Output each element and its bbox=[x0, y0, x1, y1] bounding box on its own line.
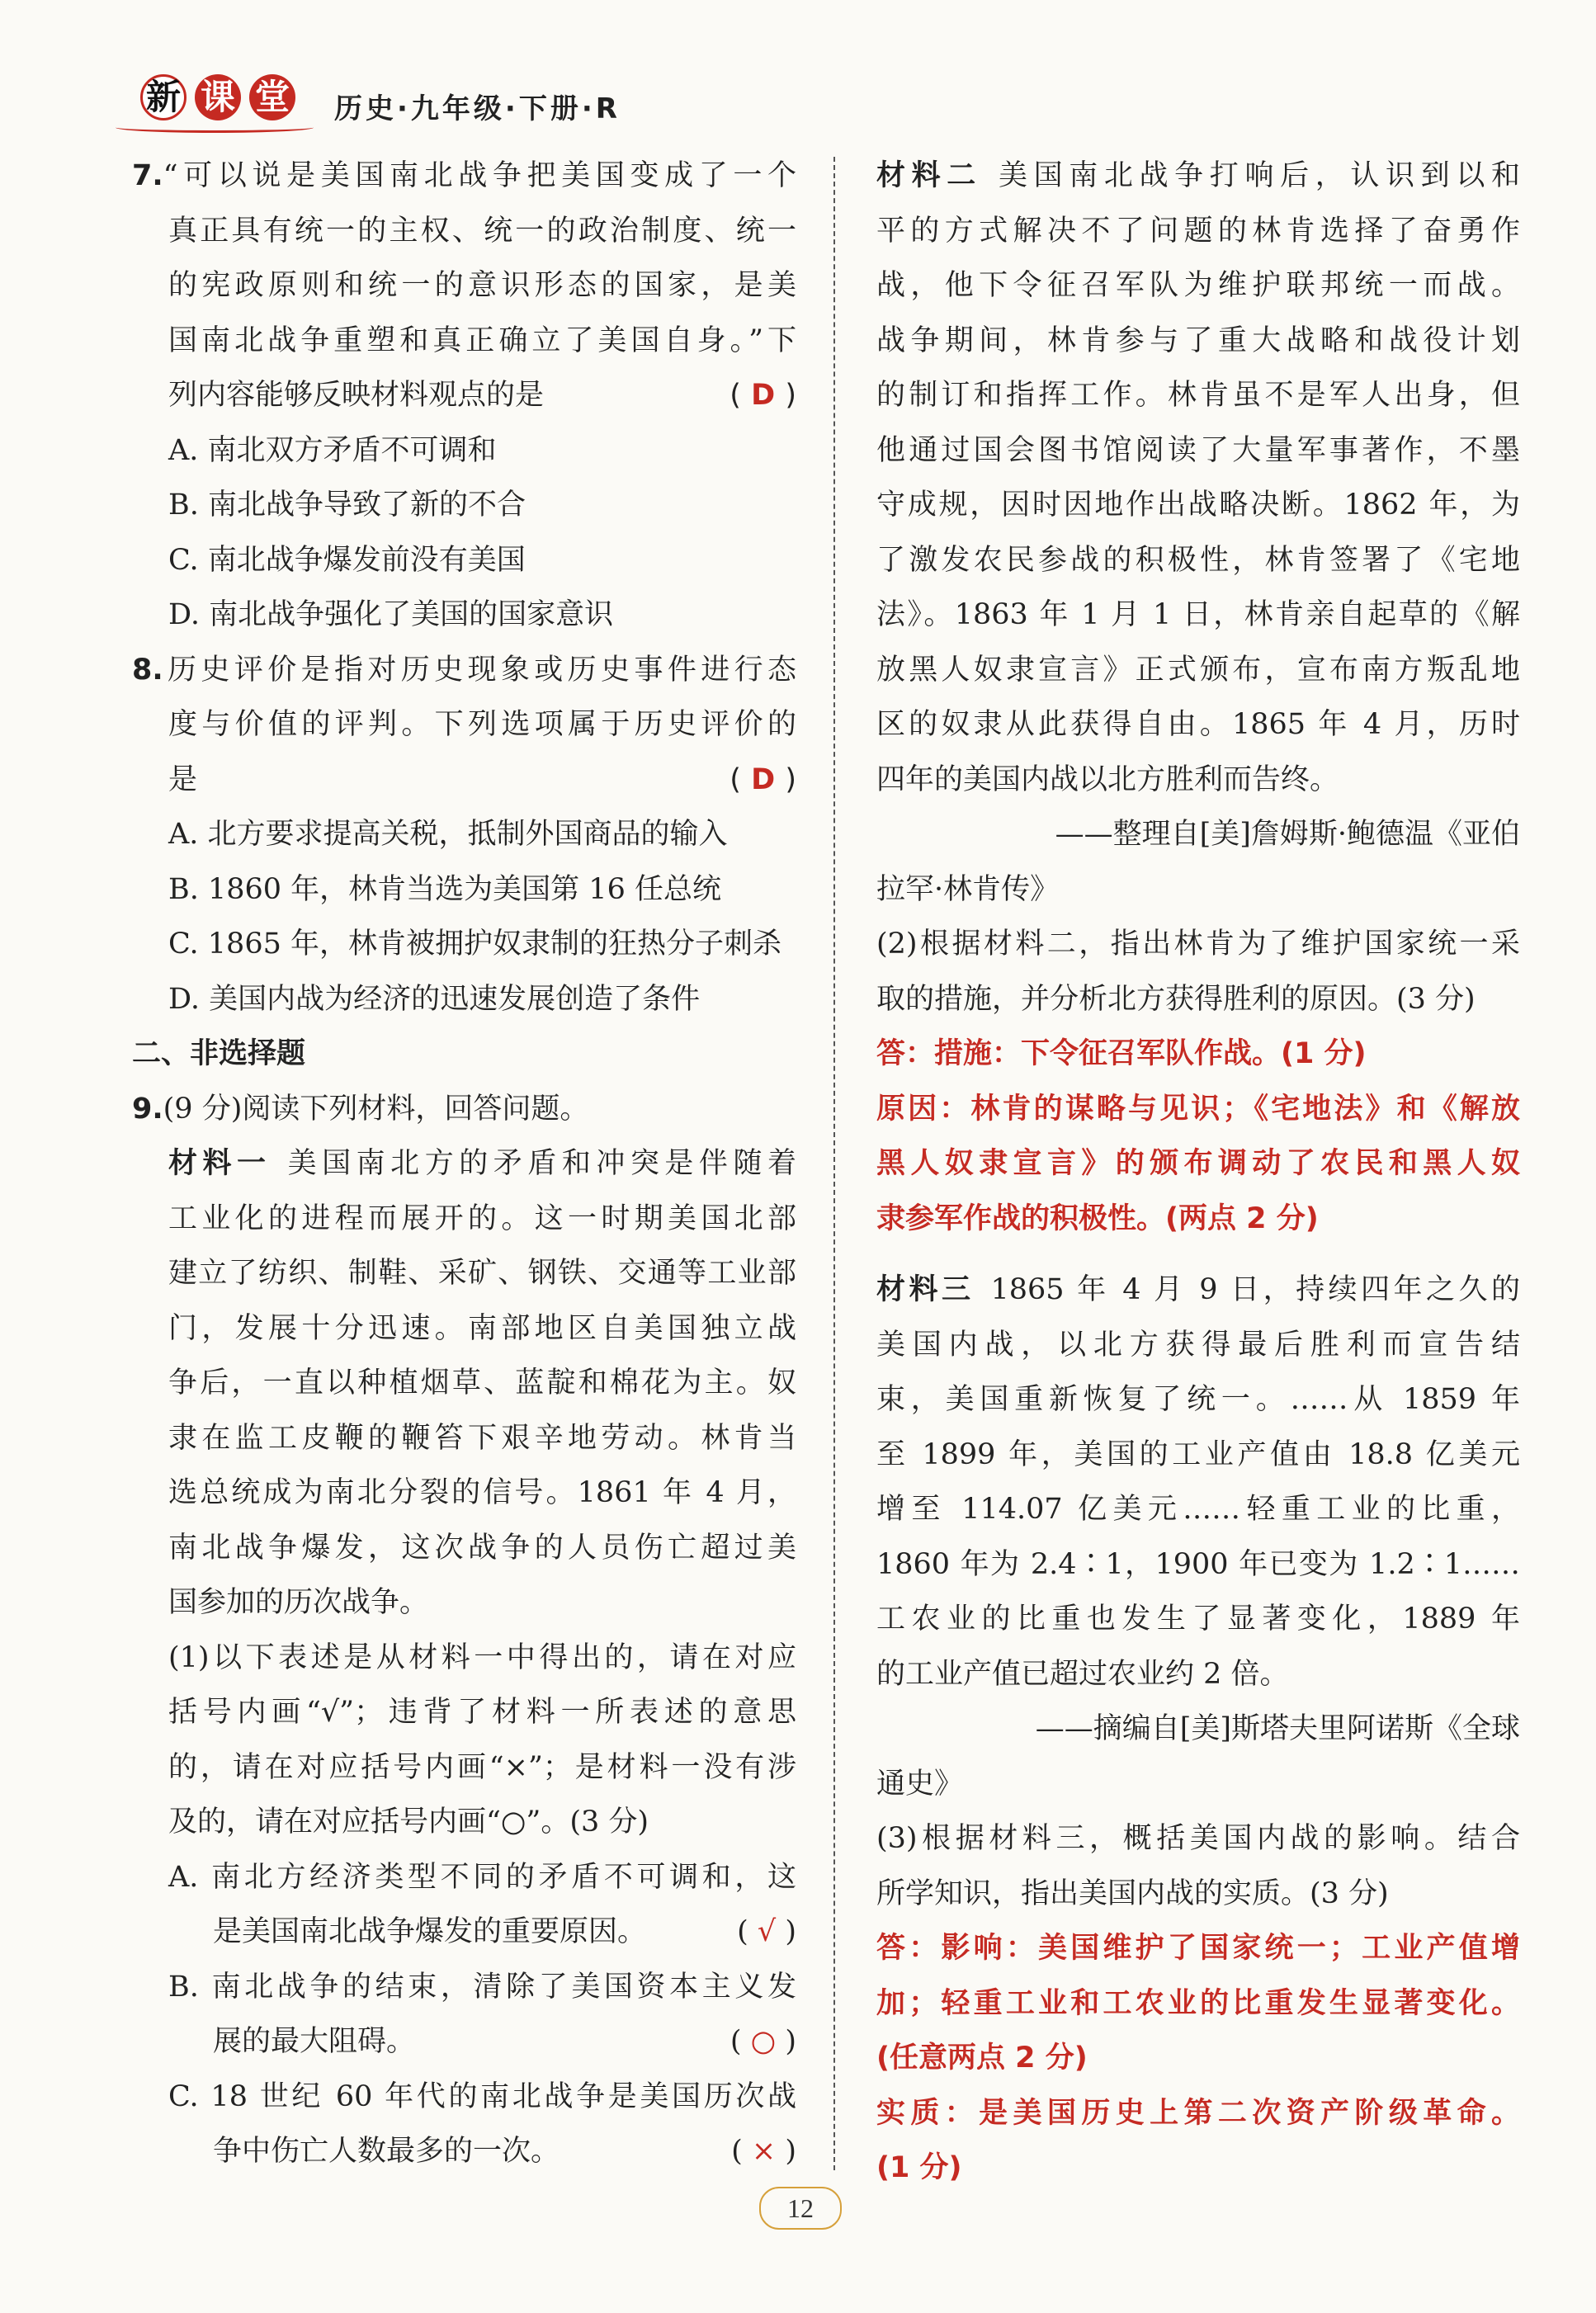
judge-mark: ( ○ ) bbox=[730, 2025, 796, 2058]
logo-swoosh bbox=[116, 122, 314, 133]
answer-line: 黑人奴隶宣言》的颁布调动了农民和黑人奴 bbox=[876, 1147, 1520, 1180]
judge-item-line: 是美国南北战争爆发的重要原因。 bbox=[213, 1915, 647, 1948]
judge-mark: ( √ ) bbox=[737, 1915, 796, 1948]
subquestion-line: (2)根据材料二，指出林肯为了维护国家统一采 bbox=[876, 928, 1520, 961]
answer-line: 实质：是美国历史上第二次资产阶级革命。 bbox=[876, 2096, 1520, 2130]
answer-line: (1 分) bbox=[876, 2151, 962, 2184]
option: B. 南北战争导致了新的不合 bbox=[168, 489, 526, 522]
answer-bracket: ( D ) bbox=[730, 762, 796, 796]
answer-line: 原因：林肯的谋略与见识；《宅地法》和《解放 bbox=[876, 1092, 1520, 1126]
mark-symbol: × bbox=[751, 2135, 777, 2168]
logo-char-2: 课 bbox=[200, 77, 235, 117]
page-number: 12 bbox=[759, 2187, 842, 2230]
question-8 bbox=[132, 643, 796, 1027]
material-line: 工农业的比重也发生了显著变化，1889 年 bbox=[876, 1603, 1520, 1636]
material-line: 法》。1863 年 1 月 1 日，林肯亲自起草的《解 bbox=[876, 598, 1520, 631]
material-label: 材料二 bbox=[876, 159, 982, 192]
material-line: 美国南北战争打响后，认识到以和 bbox=[998, 159, 1520, 192]
subquestion-line: (3)根据材料三，概括美国内战的影响。结合 bbox=[876, 1822, 1520, 1855]
material-line: 美国南北方的矛盾和冲突是伴随着 bbox=[287, 1147, 796, 1180]
book-subtitle: 历史·九年级·下册·R bbox=[334, 92, 621, 125]
stem: (9 分)阅读下列材料，回答问题。 bbox=[163, 1092, 589, 1126]
answer-line: 答：措施：下令征召军队作战。(1 分) bbox=[876, 1037, 1367, 1070]
material-line: 1865 年 4 月 9 日，持续四年之久的 bbox=[990, 1273, 1520, 1306]
answer-line: 答：影响：美国维护了国家统一；工业产值增 bbox=[876, 1932, 1520, 1965]
stem-line: 列内容能够反映材料观点的是 bbox=[168, 379, 545, 412]
material-line: 争后，一直以种植烟草、蓝靛和棉花为主。奴 bbox=[168, 1367, 796, 1400]
material-line: 战，他下令征召军队为维护联邦统一而战。 bbox=[876, 269, 1520, 302]
material-line: 他通过国会图书馆阅读了大量军事著作，不墨 bbox=[876, 433, 1520, 467]
stem-line: 的宪政原则和统一的意识形态的国家，是美 bbox=[168, 269, 796, 302]
option: D. 美国内战为经济的迅速发展创造了条件 bbox=[168, 982, 701, 1016]
answer-line: 加；轻重工业和工农业的比重发生显著变化。 bbox=[876, 1986, 1520, 2020]
column-divider bbox=[833, 157, 835, 2170]
mark-symbol: √ bbox=[757, 1915, 777, 1948]
material-source: 通史》 bbox=[876, 1767, 964, 1801]
page-header bbox=[116, 64, 693, 130]
material-line: 区的奴隶从此获得自由。1865 年 4 月，历时 bbox=[876, 708, 1520, 741]
judge-item-line: C. 18 世纪 60 年代的南北战争是美国历次战 bbox=[168, 2079, 796, 2113]
logo-char-1: 新 bbox=[140, 74, 187, 120]
material-line: 南北战争爆发，这次战争的人员伤亡超过美 bbox=[168, 1531, 796, 1565]
material-line: 了激发农民参战的积极性，林肯签署了《宅地 bbox=[876, 543, 1520, 577]
question-7 bbox=[132, 149, 796, 643]
judge-item-line: B. 南北战争的结束，清除了美国资本主义发 bbox=[168, 1970, 796, 2004]
stem-line: 是 bbox=[168, 762, 198, 796]
subquestion-line: (1)以下表述是从材料一中得出的，请在对应 bbox=[168, 1640, 796, 1674]
answer-bracket: ( D ) bbox=[730, 379, 796, 412]
material-source: ——摘编自[美]斯塔夫里阿诺斯《全球 bbox=[1035, 1712, 1520, 1745]
answer-letter: D bbox=[751, 762, 776, 796]
subquestion-line: 的，请在对应括号内画“×”；是材料一没有涉 bbox=[168, 1750, 796, 1784]
option: A. 南北双方矛盾不可调和 bbox=[168, 433, 497, 467]
material-line: 四年的美国内战以北方胜利而告终。 bbox=[876, 762, 1339, 796]
right-column bbox=[876, 149, 1520, 2196]
material-line: 1860 年为 2.4∶1，1900 年已变为 1.2∶1…… bbox=[876, 1547, 1520, 1581]
subquestion-line: 括号内画“√”；违背了材料一所表述的意思 bbox=[168, 1696, 796, 1729]
material-label: 材料三 bbox=[876, 1273, 975, 1306]
material-line: 平的方式解决不了问题的林肯选择了奋勇作 bbox=[876, 214, 1520, 248]
judge-item-line: A. 南北方经济类型不同的矛盾不可调和，这 bbox=[168, 1860, 796, 1894]
material-label: 材料一 bbox=[168, 1147, 272, 1180]
question-9 bbox=[132, 1082, 796, 2179]
option: D. 南北战争强化了美国的国家意识 bbox=[168, 598, 614, 631]
material-line: 隶在监工皮鞭的鞭笞下艰辛地劳动。林肯当 bbox=[168, 1421, 796, 1455]
stem-line: “可以说是美国南北战争把美国变成了一个 bbox=[163, 159, 796, 192]
material-line: 选总统成为南北分裂的信号。1861 年 4 月， bbox=[168, 1476, 796, 1509]
material-line: 建立了纺织、制鞋、采矿、钢铁、交通等工业部 bbox=[168, 1257, 796, 1290]
judge-mark: ( × ) bbox=[731, 2135, 796, 2168]
option: C. 1865 年，林肯被拥护奴隶制的狂热分子刺杀 bbox=[168, 928, 781, 961]
option: A. 北方要求提高关税，抵制外国商品的输入 bbox=[168, 818, 728, 851]
material-line: 工业化的进程而展开的。这一时期美国北部 bbox=[168, 1201, 796, 1235]
logo-char-3: 堂 bbox=[254, 77, 290, 117]
material-source: ——整理自[美]詹姆斯·鲍德温《亚伯 bbox=[1055, 818, 1520, 851]
material-line: 门，发展十分迅速。南部地区自美国独立战 bbox=[168, 1311, 796, 1345]
material-line: 战争期间，林肯参与了重大战略和战役计划 bbox=[876, 323, 1520, 357]
left-column bbox=[132, 149, 796, 2179]
stem-line: 国南北战争重塑和真正确立了美国自身。”下 bbox=[168, 323, 796, 357]
stem-line: 度与价值的评判。下列选项属于历史评价的 bbox=[168, 708, 796, 741]
answer-letter: D bbox=[751, 379, 776, 412]
material-line: 增至 114.07 亿美元……轻重工业的比重， bbox=[876, 1493, 1520, 1526]
section-heading: 二、非选择题 bbox=[132, 1037, 306, 1070]
subquestion-line: 所学知识，指出美国内战的实质。(3 分) bbox=[876, 1876, 1389, 1910]
question-number: 8. bbox=[132, 653, 163, 687]
stem-line: 历史评价是指对历史现象或历史事件进行态 bbox=[163, 653, 796, 687]
question-number: 7. bbox=[132, 159, 163, 192]
material-line: 放黑人奴隶宣言》正式颁布，宣布南方叛乱地 bbox=[876, 653, 1520, 687]
material-line: 束，美国重新恢复了统一。……从 1859 年 bbox=[876, 1383, 1520, 1416]
option: B. 1860 年，林肯当选为美国第 16 任总统 bbox=[168, 872, 721, 906]
question-number: 9. bbox=[132, 1092, 163, 1126]
material-source: 拉罕·林肯传》 bbox=[876, 872, 1060, 906]
material-line: 国参加的历次战争。 bbox=[168, 1586, 429, 1619]
stem-line: 真正具有统一的主权、统一的政治制度、统一 bbox=[168, 214, 796, 248]
judge-item-line: 争中伤亡人数最多的一次。 bbox=[213, 2135, 560, 2168]
subquestion-line: 及的，请在对应括号内画“○”。(3 分) bbox=[168, 1806, 649, 1839]
material-line: 美国内战，以北方获得最后胜利而宣告结 bbox=[876, 1328, 1520, 1362]
material-line: 的制订和指挥工作。林肯虽不是军人出身，但 bbox=[876, 379, 1520, 412]
mark-symbol: ○ bbox=[750, 2025, 777, 2058]
material-line: 的工业产值已超过农业约 2 倍。 bbox=[876, 1657, 1289, 1691]
answer-line: (任意两点 2 分) bbox=[876, 2042, 1088, 2075]
answer-line: 隶参军作战的积极性。(两点 2 分) bbox=[876, 1201, 1319, 1235]
judge-item-line: 展的最大阻碍。 bbox=[213, 2025, 416, 2058]
material-line: 至 1899 年，美国的工业产值由 18.8 亿美元 bbox=[876, 1437, 1520, 1471]
material-line: 守成规，因时因地作出战略决断。1862 年，为 bbox=[876, 489, 1520, 522]
subquestion-line: 取的措施，并分析北方获得胜利的原因。(3 分) bbox=[876, 982, 1476, 1016]
option: C. 南北战争爆发前没有美国 bbox=[168, 543, 526, 577]
